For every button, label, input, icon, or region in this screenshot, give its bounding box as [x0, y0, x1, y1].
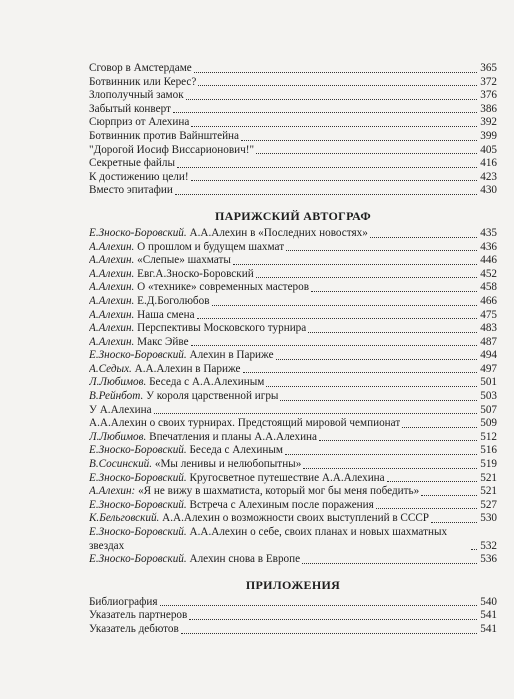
toc-entry-text: [89, 281, 309, 295]
toc-entry-page-number: 392: [480, 116, 497, 129]
toc-entry-text: [89, 553, 300, 567]
toc-entry-page-number: 483: [480, 322, 497, 335]
toc-entry: [89, 227, 497, 241]
toc-entry-title: Беседа с Алехиным: [189, 444, 283, 457]
toc-entry: [89, 130, 497, 144]
toc-entry-text: [89, 526, 469, 553]
toc-entry-title: Сюрприз от Алехина: [89, 116, 190, 129]
toc-entry-author: А.Алехин.: [89, 281, 135, 294]
toc-entry-page-number: 509: [480, 417, 497, 430]
dot-leader: [256, 277, 477, 278]
toc-entry-author: А.Алехин.: [89, 254, 135, 267]
toc-entry-text: [89, 103, 171, 117]
toc-entry-text: [89, 241, 284, 255]
toc-entry-page-number: 435: [480, 226, 497, 239]
appendices-entries: [89, 596, 497, 637]
toc-entry-author: А.Алехин.: [89, 267, 135, 280]
toc-entry-page-number: 458: [480, 281, 497, 294]
toc-entry-page-number: 541: [480, 609, 497, 622]
toc-entry: [89, 322, 497, 336]
toc-entry-page-number: 541: [480, 622, 497, 635]
toc-entry-title: А.А.Алехин о возможности своих выступлений в СССР: [162, 512, 430, 525]
dot-leader: [173, 112, 477, 113]
toc-entry: [89, 363, 497, 377]
toc-entry-page-number: 494: [480, 349, 497, 362]
toc-entry-title: А.А.Алехин о себе, своих планах и новых шахматных звездах: [89, 526, 448, 552]
dot-leader: [186, 99, 477, 100]
toc-entry-page-number: 519: [480, 458, 497, 471]
dot-leader: [197, 318, 477, 319]
dot-leader: [285, 454, 477, 455]
toc-entry-page-number: 423: [480, 170, 497, 183]
toc-entry: [89, 499, 497, 513]
toc-entry-author: А.Алехин.: [89, 335, 135, 348]
dot-leader: [160, 605, 477, 606]
table-of-contents: [89, 62, 497, 637]
toc-entry-text: [89, 444, 283, 458]
toc-entry-page-number: 416: [480, 157, 497, 170]
dot-leader: [189, 619, 477, 620]
toc-entry-page-number: 386: [480, 102, 497, 115]
section-heading-appendices: ПРИЛОЖЕНИЯ: [245, 577, 341, 592]
toc-entry-title: О «технике» современных мастеров: [137, 281, 309, 294]
dot-leader: [319, 440, 477, 441]
dot-leader: [243, 372, 477, 373]
toc-entry-page-number: 487: [480, 335, 497, 348]
toc-entry-text: [89, 336, 189, 350]
toc-entry-text: [89, 116, 189, 130]
toc-entry-title: Библиография: [89, 595, 158, 608]
toc-entry: [89, 417, 497, 431]
dot-leader: [256, 153, 477, 154]
toc-entry-author: Е.Зноско-Боровский.: [89, 498, 187, 511]
toc-entry-title: Указатель дебютов: [89, 622, 179, 635]
toc-entry: [89, 336, 497, 350]
toc-entry-page-number: 536: [480, 553, 497, 566]
toc-entry-page-number: 446: [480, 254, 497, 267]
toc-entry: [89, 349, 497, 363]
toc-entry: [89, 184, 497, 198]
toc-entry-text: [89, 309, 195, 323]
toc-entry-title: А.А.Алехин о своих турнирах. Предстоящий мировой чемпионат: [89, 417, 401, 430]
toc-entry: [89, 268, 497, 282]
dot-leader: [376, 508, 477, 509]
toc-entry-text: [89, 322, 306, 336]
toc-entry-title: А.А.Алехин в «Последних новостях»: [189, 226, 368, 239]
dot-leader: [212, 305, 478, 306]
toc-entry-title: Встреча с Алехиным после поражения: [189, 498, 374, 511]
toc-entry-page-number: 405: [480, 143, 497, 156]
toc-entry: [89, 596, 497, 610]
toc-entry-title: А.А.Алехин в Париже: [134, 362, 241, 375]
toc-entry-title: О прошлом и будущем шахмат: [137, 240, 285, 253]
toc-entry-author: Е.Зноско-Боровский.: [89, 553, 187, 566]
dot-leader: [154, 413, 477, 414]
toc-entry-author: А.Алехин.: [89, 240, 135, 253]
toc-entry: [89, 116, 497, 130]
toc-entry-title: «Я не вижу в шахматиста, который мог бы меня победить»: [138, 485, 420, 498]
toc-entry-title: Ботвинник или Керес?: [89, 75, 197, 88]
toc-entry-author: Е.Зноско-Боровский.: [89, 444, 187, 457]
dot-leader: [276, 359, 477, 360]
toc-entry-author: Е.Зноско-Боровский.: [89, 526, 187, 538]
toc-entry-text: [89, 499, 374, 513]
toc-entry-title: Беседа с А.А.Алехиным: [149, 376, 265, 389]
dot-leader: [266, 386, 477, 387]
toc-entry-author: Е.Зноско-Боровский.: [89, 349, 187, 362]
toc-entry-page-number: 521: [480, 485, 497, 498]
toc-entry-text: [89, 472, 385, 486]
toc-entry: [89, 309, 497, 323]
toc-entry-page-number: 452: [480, 267, 497, 280]
toc-entry-author: В.Сосинский.: [89, 458, 153, 471]
dot-leader: [302, 563, 477, 564]
toc-entry-text: [89, 184, 173, 198]
toc-entry-text: [89, 363, 241, 377]
toc-entry-text: [89, 171, 189, 185]
toc-entry: [89, 444, 497, 458]
toc-entry-text: [89, 268, 254, 282]
toc-entry-page-number: 497: [480, 362, 497, 375]
dot-leader: [370, 237, 477, 238]
toc-entry-text: [89, 376, 264, 390]
toc-entry-page-number: 399: [480, 129, 497, 142]
toc-entry-title: "Дорогой Иосиф Виссарионович!": [89, 143, 255, 156]
toc-entry-author: А.Алехин.: [89, 294, 135, 307]
toc-entry-title: Кругосветное путешествие А.А.Алехина: [189, 471, 385, 484]
dot-leader: [177, 167, 477, 168]
top-entries-list: [89, 62, 497, 198]
toc-entry-text: [89, 254, 231, 268]
toc-entry-author: Л.Любимов.: [89, 430, 147, 443]
toc-entry-author: А.Седых.: [89, 362, 132, 375]
toc-entry-title: Перспективы Московского турнира: [137, 322, 307, 335]
toc-entry: [89, 76, 497, 90]
dot-leader: [191, 345, 477, 346]
toc-entry-text: [89, 404, 152, 418]
toc-entry-title: У короля царственной игры: [146, 390, 279, 403]
toc-entry-title: Сговор в Амстердаме: [89, 62, 192, 74]
dot-leader: [191, 126, 477, 127]
toc-entry: [89, 254, 497, 268]
toc-entry-text: [89, 227, 368, 241]
toc-entry-author: А.Алехин:: [89, 485, 136, 498]
toc-entry-text: [89, 89, 184, 103]
dot-leader: [280, 400, 477, 401]
toc-entry-author: Е.Зноско-Боровский.: [89, 226, 187, 239]
toc-entry: [89, 281, 497, 295]
toc-entry-title: Алехин в Париже: [189, 349, 274, 362]
toc-entry-title: Секретные файлы: [89, 157, 176, 170]
toc-entry: [89, 89, 497, 103]
toc-entry-text: [89, 512, 429, 526]
toc-entry: [89, 241, 497, 255]
dot-leader: [308, 332, 477, 333]
dot-leader: [181, 633, 477, 634]
dot-leader: [175, 194, 477, 195]
toc-entry-title: К достижению цели!: [89, 170, 189, 183]
toc-entry-author: К.Бельговский.: [89, 512, 160, 525]
toc-entry-page-number: 512: [480, 430, 497, 443]
toc-entry-title: «Мы ленивы и нелюбопытны»: [154, 458, 302, 471]
toc-entry-title: «Слепые» шахматы: [137, 254, 231, 267]
toc-entry-author: В.Рейнбот.: [89, 390, 144, 403]
toc-entry-title: Злополучный замок: [89, 89, 184, 102]
section-heading-parisian-autograph: ПАРИЖСКИЙ АВТОГРАФ: [214, 208, 371, 223]
toc-entry-page-number: 503: [480, 390, 497, 403]
toc-entry: [89, 390, 497, 404]
toc-entry-text: [89, 157, 175, 171]
toc-entry-title: Забытый конверт: [89, 102, 171, 115]
toc-entry: [89, 623, 497, 637]
dot-leader: [402, 427, 477, 428]
toc-entry: [89, 485, 497, 499]
toc-entry: [89, 103, 497, 117]
toc-entry-page-number: 466: [480, 294, 497, 307]
dot-leader: [431, 522, 477, 523]
toc-entry: [89, 404, 497, 418]
toc-entry: [89, 157, 497, 171]
toc-entry: [89, 512, 497, 526]
toc-entry-text: [89, 390, 278, 404]
toc-entry-text: [89, 431, 317, 445]
toc-entry-title: Наша смена: [137, 308, 195, 321]
toc-entry-title: Евг.А.Зноско-Боровский: [137, 267, 254, 280]
toc-entry-title: Указатель партнеров: [89, 609, 188, 622]
toc-entry-text: [89, 130, 239, 144]
toc-entry-page-number: 475: [480, 308, 497, 321]
toc-entry: [89, 295, 497, 309]
toc-entry-title: Алехин снова в Европе: [189, 553, 301, 566]
dot-leader: [198, 85, 477, 86]
toc-entry-page-number: 372: [480, 75, 497, 88]
toc-entry-author: А.Алехин.: [89, 308, 135, 321]
dot-leader: [311, 291, 477, 292]
toc-entry: [89, 171, 497, 185]
toc-entry-page-number: 430: [480, 184, 497, 197]
toc-entry: [89, 609, 497, 623]
toc-entry: [89, 62, 497, 76]
dot-leader: [194, 72, 477, 73]
toc-entry-text: [89, 596, 158, 610]
toc-entry-text: [89, 295, 210, 309]
toc-entry: [89, 458, 497, 472]
toc-entry-text: [89, 609, 187, 623]
toc-entry-text: [89, 623, 179, 637]
dot-leader: [191, 180, 477, 181]
toc-entry-page-number: 376: [480, 89, 497, 102]
toc-entry: [89, 376, 497, 390]
toc-entry-text: [89, 62, 192, 76]
toc-entry-text: [89, 417, 400, 431]
toc-entry-page-number: 436: [480, 240, 497, 253]
toc-entry-text: [89, 144, 254, 158]
toc-entry: [89, 144, 497, 158]
toc-entry-page-number: 501: [480, 376, 497, 389]
toc-entry: [89, 431, 497, 445]
toc-entry-author: Е.Зноско-Боровский.: [89, 471, 187, 484]
dot-leader: [241, 140, 477, 141]
toc-entry-text: [89, 349, 274, 363]
toc-entry-author: А.Алехин.: [89, 322, 135, 335]
toc-entry-page-number: 540: [480, 595, 497, 608]
dot-leader: [421, 495, 477, 496]
toc-entry-title: Макс Эйве: [137, 335, 189, 348]
toc-entry-page-number: 532: [480, 539, 497, 552]
toc-entry: [89, 472, 497, 486]
toc-entry-text: [89, 485, 419, 499]
toc-entry-page-number: 365: [480, 62, 497, 74]
toc-entry-title: Впечатления и планы А.А.Алехина: [149, 430, 318, 443]
toc-entry-title: У А.Алехина: [89, 403, 152, 416]
toc-entry-page-number: 516: [480, 444, 497, 457]
toc-entry-author: Л.Любимов.: [89, 376, 147, 389]
toc-entry-title: Ботвинник против Вайнштейна: [89, 129, 240, 142]
toc-entry-text: [89, 76, 196, 90]
toc-entry: [89, 553, 497, 567]
toc-entry-page-number: 527: [480, 498, 497, 511]
toc-entry-page-number: 521: [480, 471, 497, 484]
toc-entry-title: Вместо эпитафии: [89, 184, 173, 197]
toc-entry: [89, 526, 497, 553]
dot-leader: [471, 549, 477, 550]
parisian-autograph-entries: [89, 227, 497, 567]
toc-entry-page-number: 530: [480, 512, 497, 525]
toc-entry-text: [89, 458, 301, 472]
dot-leader: [387, 481, 477, 482]
dot-leader: [286, 250, 477, 251]
toc-entry-page-number: 507: [480, 403, 497, 416]
dot-leader: [233, 264, 477, 265]
dot-leader: [303, 468, 477, 469]
toc-entry-title: Е.Д.Боголюбов: [137, 294, 210, 307]
